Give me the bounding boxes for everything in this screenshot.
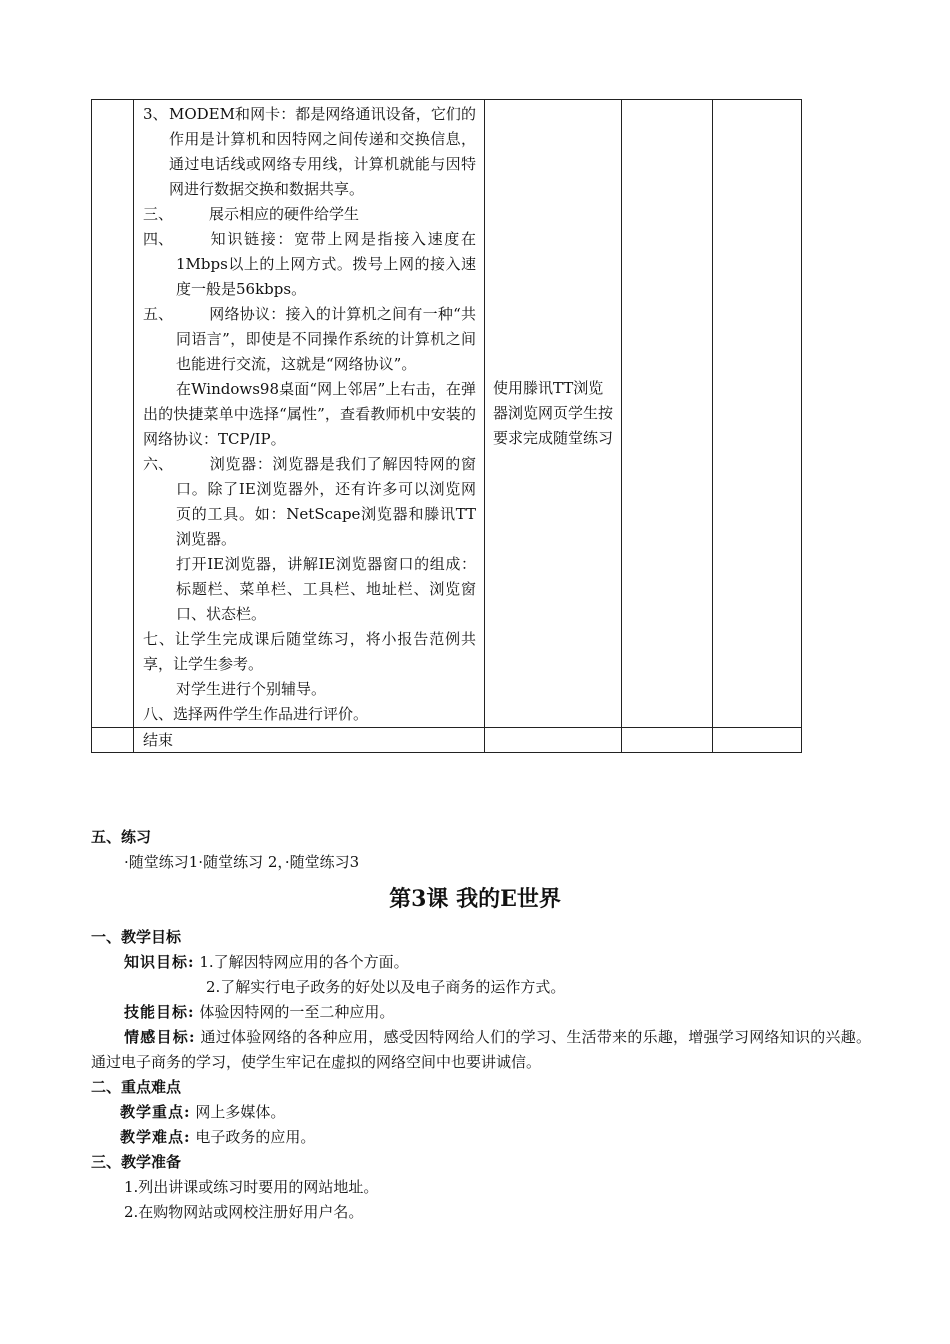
item-number: 四、	[143, 230, 174, 248]
knowledge-text-2: 2.了解实行电子政务的好处以及电子商务的运作方式。	[206, 978, 566, 996]
item-number: 三、	[143, 205, 174, 223]
item-text: 七、让学生完成课后随堂练习，将小报告范例共享，让学生参考。	[143, 630, 476, 673]
list-item	[143, 202, 476, 227]
difficulty-label: 教学难点:	[120, 1128, 191, 1146]
focus-text: 网上多媒体。	[195, 1103, 286, 1121]
list-item	[143, 377, 476, 452]
list-item	[143, 627, 476, 677]
table-cell-empty	[485, 728, 622, 753]
key-points-heading: 二、重点难点	[91, 1078, 182, 1096]
table-cell-empty	[622, 728, 713, 753]
focus-item	[91, 1100, 871, 1125]
item-number: 3、	[143, 105, 168, 123]
prep-heading: 三、教学准备	[91, 1153, 182, 1171]
difficulty-text: 电子政务的应用。	[195, 1128, 316, 1146]
item-text: 对学生进行个别辅导。	[176, 680, 327, 698]
emotion-label: 情感目标:	[124, 1028, 196, 1046]
practice-text: ·随堂练习1·随堂练习 2，·随堂练习3	[124, 853, 360, 871]
list-item	[143, 702, 476, 727]
prep-item-1: 1.列出讲课或练习时要用的网站地址。	[124, 1178, 379, 1196]
goals-heading: 一、教学目标	[91, 928, 182, 946]
table-cell-empty	[713, 100, 802, 728]
table-cell-empty	[92, 728, 134, 753]
prep-item-2: 2.在购物网站或网校注册好用户名。	[124, 1203, 364, 1221]
teaching-content-cell	[134, 100, 485, 728]
lesson-body	[91, 925, 871, 1225]
emotion-text: 通过体验网络的各种应用，感受因特网给人们的学习、生活带来的乐趣，增强学习网络知识的兴趣。通过电子商务的学习，使学生牢记在虚拟的网络空间中也要讲诚信。	[91, 1028, 871, 1071]
skill-text: 体验因特网的一至二种应用。	[199, 1003, 395, 1021]
skill-goal	[91, 1000, 871, 1025]
lesson-procedure-table	[91, 99, 802, 753]
item-text: 展示相应的硬件给学生	[209, 205, 360, 223]
table-cell-empty	[622, 100, 713, 728]
skill-label: 技能目标:	[124, 1003, 195, 1021]
item-number: 六、	[143, 455, 174, 473]
list-item	[143, 102, 476, 202]
end-label: 结束	[143, 731, 174, 749]
table-row	[92, 100, 802, 728]
item-text: 打开IE浏览器，讲解IE浏览器窗口的组成：标题栏、菜单栏、工具栏、地址栏、浏览窗口、状态栏。	[176, 555, 476, 623]
item-text: 网络协议：接入的计算机之间有一种“共同语言”，即使是不同操作系统的计算机之间也能进行交流，这就是“网络协议”。	[176, 305, 476, 373]
table-row	[92, 728, 802, 753]
student-activity-text: 使用滕讯TT浏览器浏览网页学生按要求完成随堂练习	[493, 379, 614, 447]
table-cell-empty	[92, 100, 134, 728]
list-item	[143, 302, 476, 377]
difficulty-item	[91, 1125, 871, 1150]
item-number: 五、	[143, 305, 174, 323]
focus-label: 教学重点:	[120, 1103, 191, 1121]
knowledge-goal	[91, 950, 871, 975]
knowledge-label: 知识目标:	[124, 953, 195, 971]
item-text: 知识链接：宽带上网是指接入速度在1Mbps以上的上网方式。拨号上网的接入速度一般是56kbps。	[176, 230, 476, 298]
list-item	[143, 227, 476, 302]
practice-heading: 五、练习	[91, 828, 152, 846]
table-cell-empty	[713, 728, 802, 753]
practice-section	[91, 825, 871, 875]
student-activity-cell	[485, 100, 622, 728]
list-item	[143, 452, 476, 552]
item-text: 浏览器：浏览器是我们了解因特网的窗口。除了IE浏览器外，还有许多可以浏览网页的工具。如：NetScape浏览器和滕讯TT浏览器。	[176, 455, 476, 548]
end-cell	[134, 728, 485, 753]
emotion-goal	[91, 1025, 871, 1075]
item-text: 在Windows98桌面“网上邻居”上右击，在弹出的快捷菜单中选择“属性”，查看教师机中安装的网络协议：TCP/IP。	[143, 380, 476, 448]
item-text: MODEM和网卡：都是网络通讯设备，它们的作用是计算机和因特网之间传递和交换信息，通过电话线或网络专用线，计算机就能与因特网进行数据交换和数据共享。	[169, 105, 476, 198]
knowledge-text-1: 1.了解因特网应用的各个方面。	[199, 953, 409, 971]
item-text: 八、选择两件学生作品进行评价。	[143, 705, 369, 723]
list-item	[143, 552, 476, 627]
list-item	[143, 677, 476, 702]
lesson-title: 第3课 我的E世界	[389, 886, 561, 912]
